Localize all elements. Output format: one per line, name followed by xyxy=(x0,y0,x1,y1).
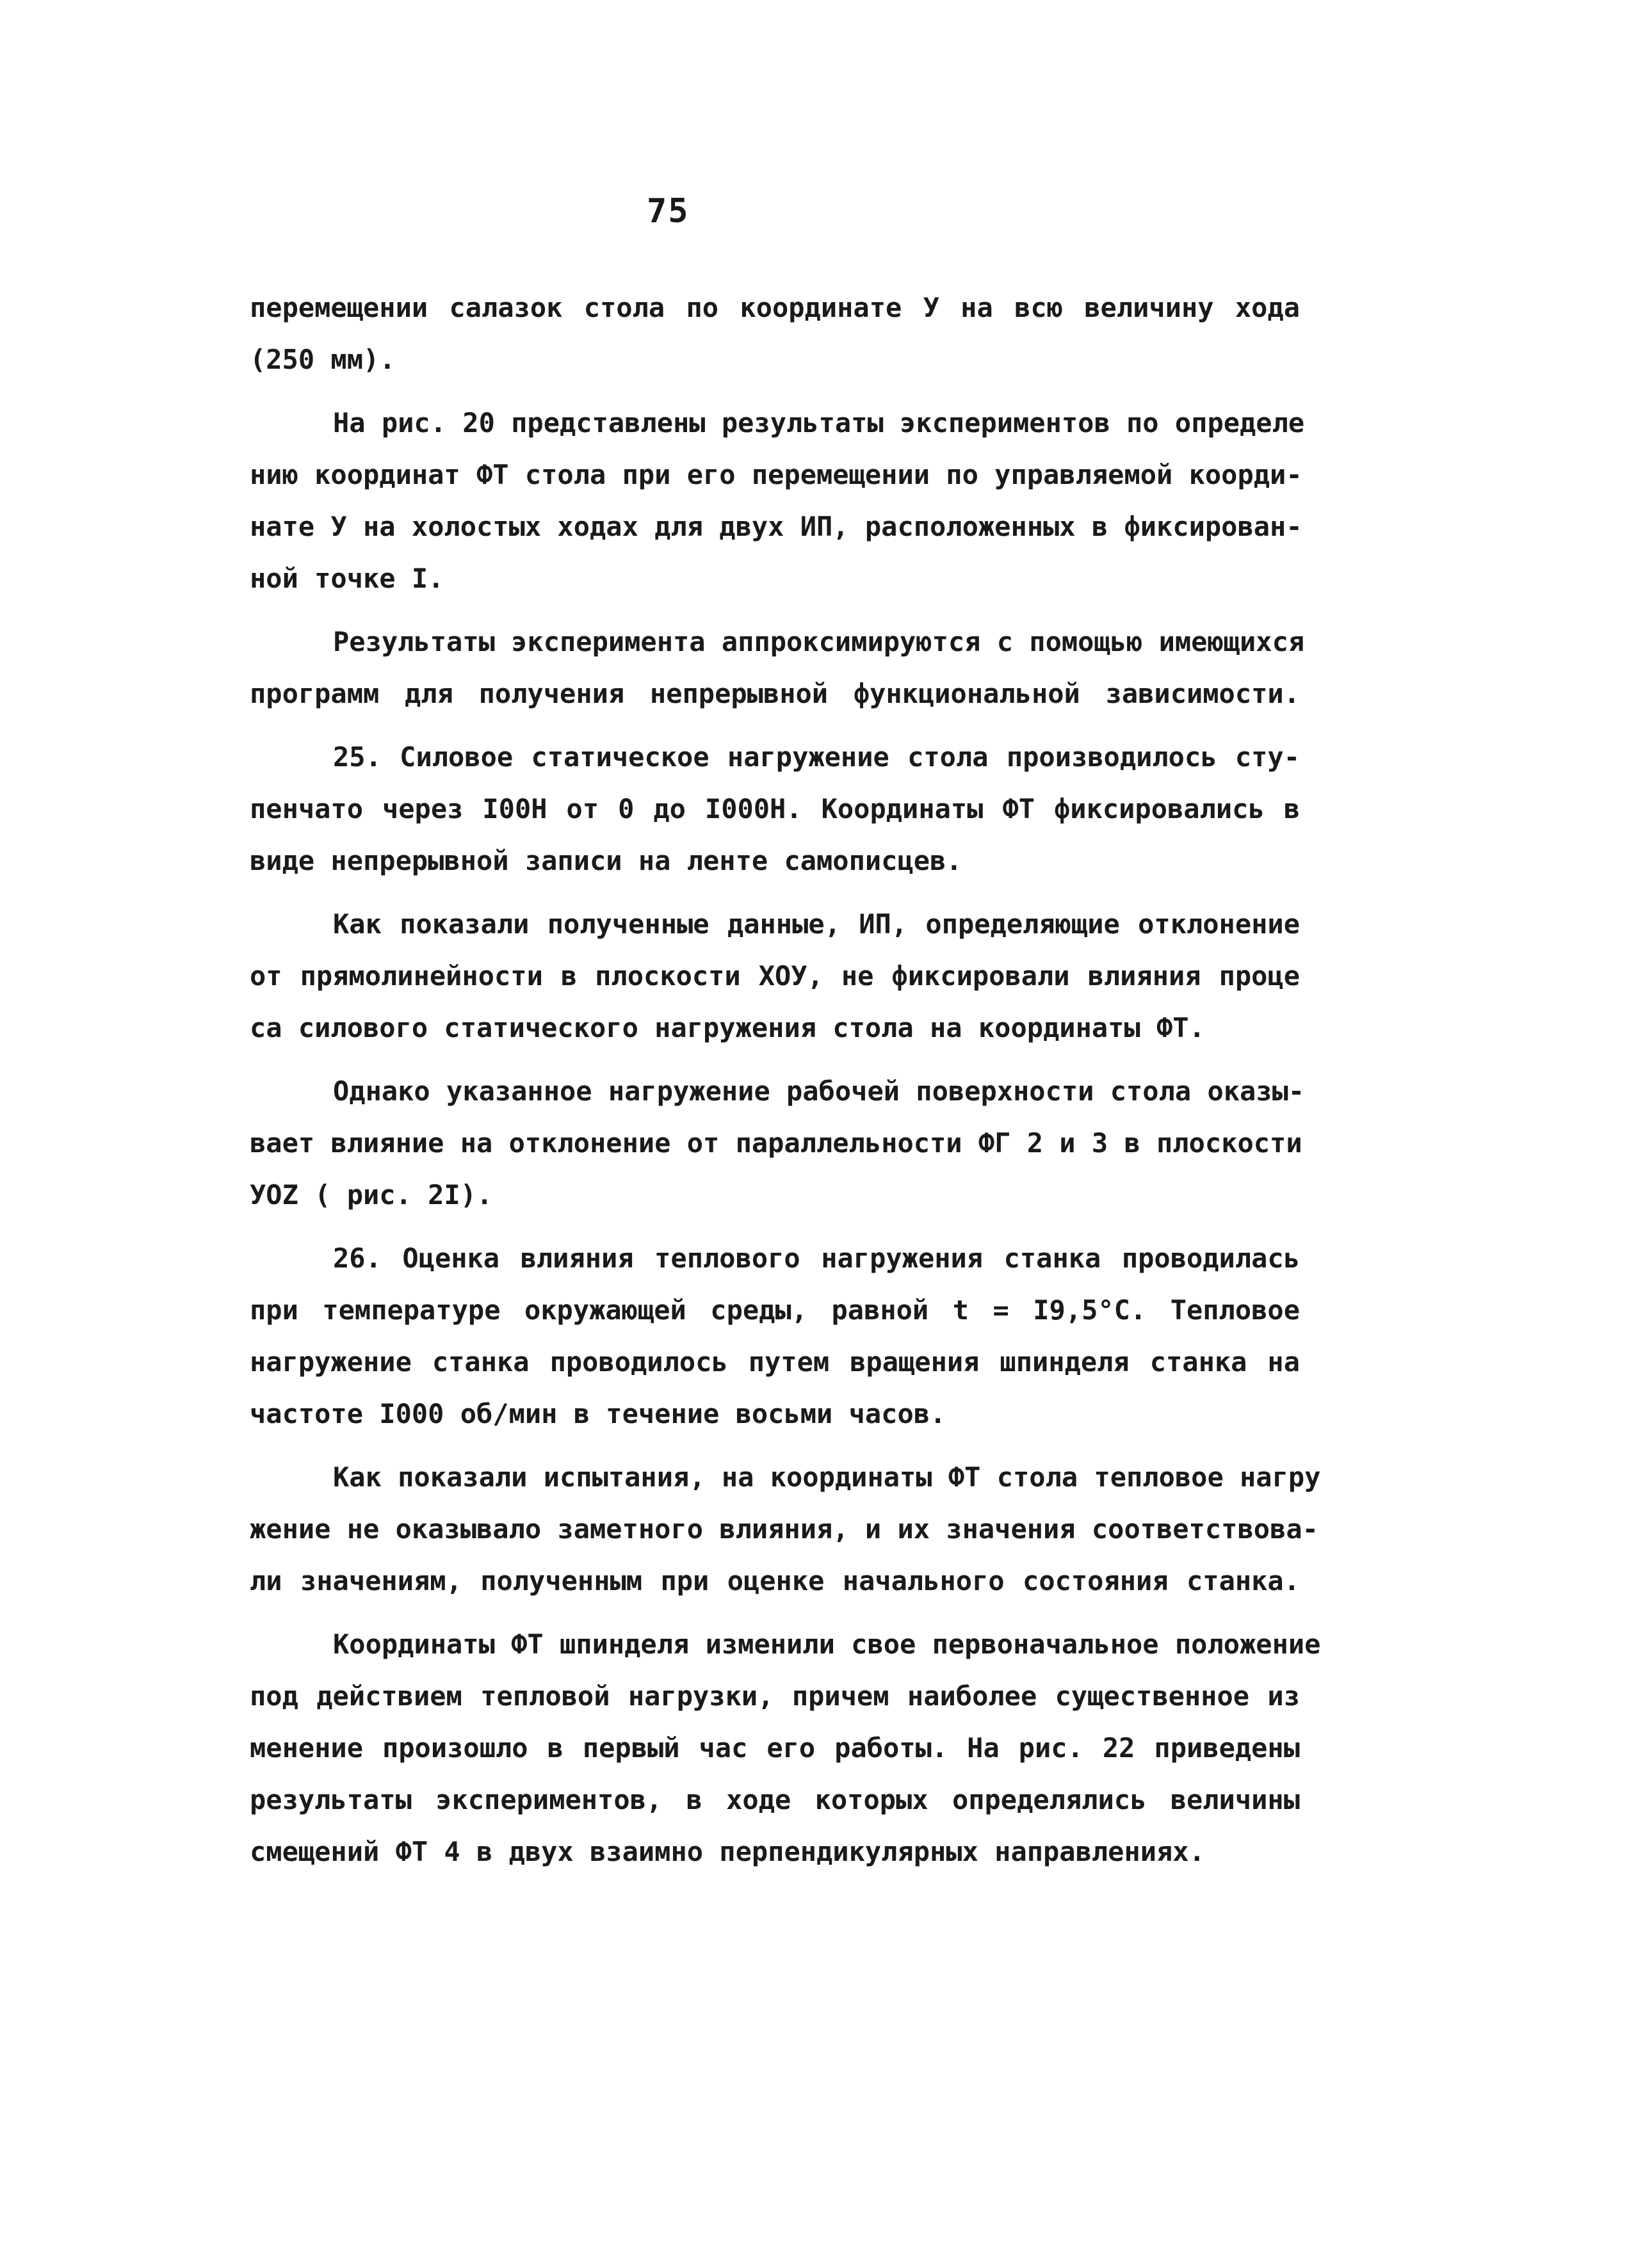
text-line: при температуре окружающей среды, равной t = I9,5°C. Тепловое xyxy=(250,1294,1300,1326)
text-line: перемещении салазок стола по координате У на всю величину хода xyxy=(250,292,1300,323)
text-line: смещений ФТ 4 в двух взаимно перпендикулярных направлениях. xyxy=(250,1836,1205,1867)
text-line: Как показали полученные данные, ИП, определяющие отклонение xyxy=(333,908,1300,940)
page-number: 75 xyxy=(647,192,690,230)
text-line: На рис. 20 представлены результаты экспериментов по определе xyxy=(333,407,1305,438)
text-line: ли значениям, полученным при оценке начального состояния станка. xyxy=(250,1565,1300,1596)
text-line: жение не оказывало заметного влияния, и их значения соответствова- xyxy=(250,1513,1318,1545)
text-line: под действием тепловой нагрузки, причем наиболее существенное из xyxy=(250,1680,1300,1712)
text-line: 26. Оценка влияния теплового нагружения станка проводилась xyxy=(333,1243,1300,1274)
text-line: нию координат ФТ стола при его перемещении по управляемой коорди- xyxy=(250,459,1302,490)
text-line: от прямолинейности в плоскости ХОУ, не фиксировали влияния проце xyxy=(250,960,1300,992)
text-line: виде непрерывной записи на ленте самописцев. xyxy=(250,845,962,876)
text-line: пенчато через I00Н от 0 до I000Н. Координаты ФТ фиксировались в xyxy=(250,793,1300,824)
text-line: (250 мм). xyxy=(250,344,396,375)
text-line: нагружение станка проводилось путем вращения шпинделя станка на xyxy=(250,1346,1300,1378)
text-line: Результаты эксперимента аппроксимируются с помощью имеющихся xyxy=(333,626,1305,657)
text-line: частоте I000 об/мин в течение восьми часов. xyxy=(250,1398,946,1429)
text-line: Однако указанное нагружение рабочей поверхности стола оказы- xyxy=(333,1075,1305,1107)
text-line: вает влияние на отклонение от параллельности ФГ 2 и 3 в плоскости xyxy=(250,1127,1302,1159)
text-line: 25. Силовое статическое нагружение стола производилось сту- xyxy=(333,741,1300,773)
text-line: программ для получения непрерывной функциональной зависимости. xyxy=(250,678,1300,709)
text-line: Как показали испытания, на координаты ФТ стола тепловое нагру xyxy=(333,1461,1321,1493)
text-line: результаты экспериментов, в ходе которых определялись величины xyxy=(250,1784,1300,1815)
text-line: Координаты ФТ шпинделя изменили свое первоначальное положение xyxy=(333,1629,1321,1660)
text-line: са силового статического нагружения стола на координаты ФТ. xyxy=(250,1012,1205,1043)
text-line: менение произошло в первый час его работы. На рис. 22 приведены xyxy=(250,1732,1300,1764)
text-line: нате У на холостых ходах для двух ИП, расположенных в фиксирован- xyxy=(250,511,1302,542)
body-text xyxy=(250,282,1321,1878)
text-line: УОZ ( рис. 2I). xyxy=(250,1179,493,1210)
text-line: ной точке I. xyxy=(250,563,444,594)
